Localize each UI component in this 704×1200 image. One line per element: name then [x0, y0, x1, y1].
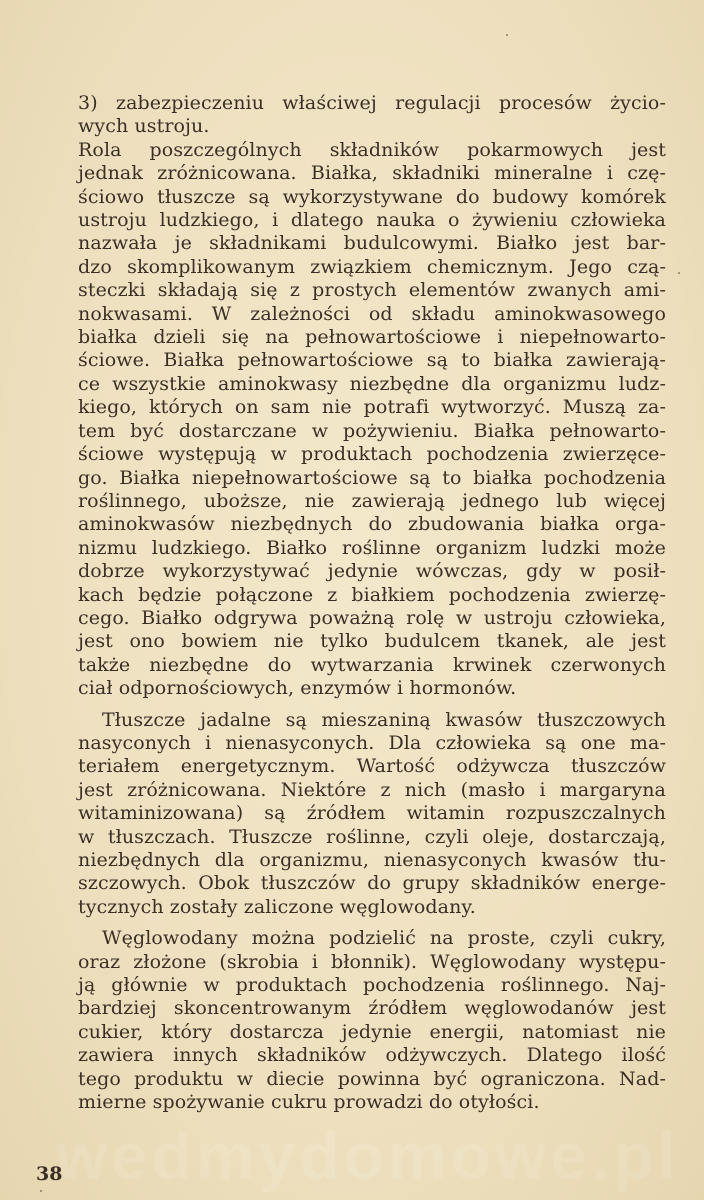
- text-line: szczowych. Obok tłuszczów do grupy składników energe-: [78, 872, 666, 895]
- text-line: go. Białka niepełnowartościowe są to białka pochodzenia: [78, 466, 666, 489]
- page-number: 38: [36, 1163, 63, 1185]
- text-line: tego produktu w diecie powinna być ograniczona. Nad-: [78, 1067, 666, 1090]
- text-line: kiego, których on sam nie potrafi wytworzyć. Muszą za-: [78, 396, 666, 419]
- text-line: ściowe występują w produktach pochodzenia zwierzęce-: [78, 443, 666, 466]
- text-line: aminokwasów niezbędnych do zbudowania białka orga-: [78, 513, 666, 536]
- text-line: jest ono bowiem nie tylko budulcem tkanek, ale jest: [78, 630, 666, 653]
- text-line: witaminizowana) są źródłem witamin rozpuszczalnych: [78, 802, 666, 825]
- text-line: steczki składają się z prostych elementów zwanych ami-: [78, 279, 666, 302]
- text-line: ją głównie w produktach pochodzenia roślinnego. Naj-: [78, 974, 666, 997]
- watermark: wedmydomowe.pl: [55, 1119, 680, 1193]
- paragraph-2: [78, 139, 666, 701]
- text-line: nizmu ludzkiego. Białko roślinne organizm ludzki może: [78, 536, 666, 559]
- text-line: białka dzieli się na pełnowartościowe i niepełnowarto-: [78, 326, 666, 349]
- text-line: 3) zabezpieczeniu właściwej regulacji procesów życio-: [78, 92, 666, 114]
- paragraph-4: [78, 927, 666, 1114]
- paper-speck: [678, 272, 680, 274]
- text-line: zawiera innych składników odżywczych. Dlatego ilość: [78, 1044, 666, 1067]
- text-line: mierne spożywanie cukru prowadzi do otyłości.: [78, 1091, 540, 1114]
- body-text: [78, 92, 666, 1114]
- text-line: ściowo tłuszcze są wykorzystywane do budowy komórek: [78, 185, 666, 208]
- paragraph-3: [78, 709, 666, 920]
- text-line: nasyconych i nienasyconych. Dla człowieka są one ma-: [78, 731, 666, 754]
- text-line: teriałem energetycznym. Wartość odżywcza tłuszczów: [78, 755, 666, 778]
- text-line: oraz złożone (skrobia i błonnik). Węglowodany występu-: [78, 950, 666, 973]
- text-line: Rola poszczególnych składników pokarmowych jest: [78, 138, 666, 161]
- text-line: kach będzie połączone z białkiem pochodzenia zwierzę-: [78, 583, 666, 606]
- text-line: jest zróżnicowana. Niektóre z nich (masło i margaryna: [78, 778, 666, 801]
- text-line: dobrze wykorzystywać jedynie wówczas, gdy w posił-: [78, 560, 666, 583]
- text-line: niezbędnych dla organizmu, nienasyconych kwasów tłu-: [78, 849, 666, 871]
- text-line: jednak zróżnicowana. Białka, składniki mineralne i czę-: [78, 162, 666, 185]
- paragraph-1: [78, 92, 666, 139]
- text-line: nokwasami. W zależności od składu aminokwasowego: [78, 302, 666, 325]
- text-line: tem być dostarczane w pożywieniu. Białka pełnowarto-: [78, 419, 666, 442]
- text-line: Węglowodany można podzielić na proste, czyli cukry,: [102, 927, 666, 950]
- paper-speck: [40, 1190, 42, 1192]
- text-line: wych ustroju.: [78, 115, 210, 138]
- text-line: także niezbędne do wytwarzania krwinek czerwonych: [78, 653, 666, 676]
- text-line: bardziej skoncentrowanym źródłem węglowodanów jest: [78, 997, 666, 1020]
- text-line: cukier, który dostarcza jedynie energii, natomiast nie: [78, 1020, 666, 1043]
- text-line: roślinnego, uboższe, nie zawierają jednego lub więcej: [78, 489, 666, 512]
- text-line: nazwała je składnikami budulcowymi. Białko jest bar-: [78, 232, 666, 255]
- text-line: ściowe. Białka pełnowartościowe są to białka zawierają-: [78, 349, 666, 372]
- text-line: ce wszystkie aminokwasy niezbędne dla organizmu ludz-: [78, 372, 666, 395]
- paper-speck: [506, 34, 508, 36]
- text-line: cego. Białko odgrywa poważną rolę w ustroju człowieka,: [78, 606, 666, 629]
- text-line: ciał odpornościowych, enzymów i hormonów.: [78, 677, 517, 700]
- text-line: Tłuszcze jadalne są mieszaniną kwasów tłuszczowych: [102, 708, 666, 731]
- text-line: w tłuszczach. Tłuszcze roślinne, czyli oleje, dostarczają,: [78, 825, 666, 848]
- text-line: ustroju ludzkiego, i dlatego nauka o żywieniu człowieka: [78, 209, 666, 232]
- text-line: tycznych zostały zaliczone węglowodany.: [78, 895, 476, 918]
- text-line: dzo skomplikowanym związkiem chemicznym. Jego czą-: [78, 255, 666, 278]
